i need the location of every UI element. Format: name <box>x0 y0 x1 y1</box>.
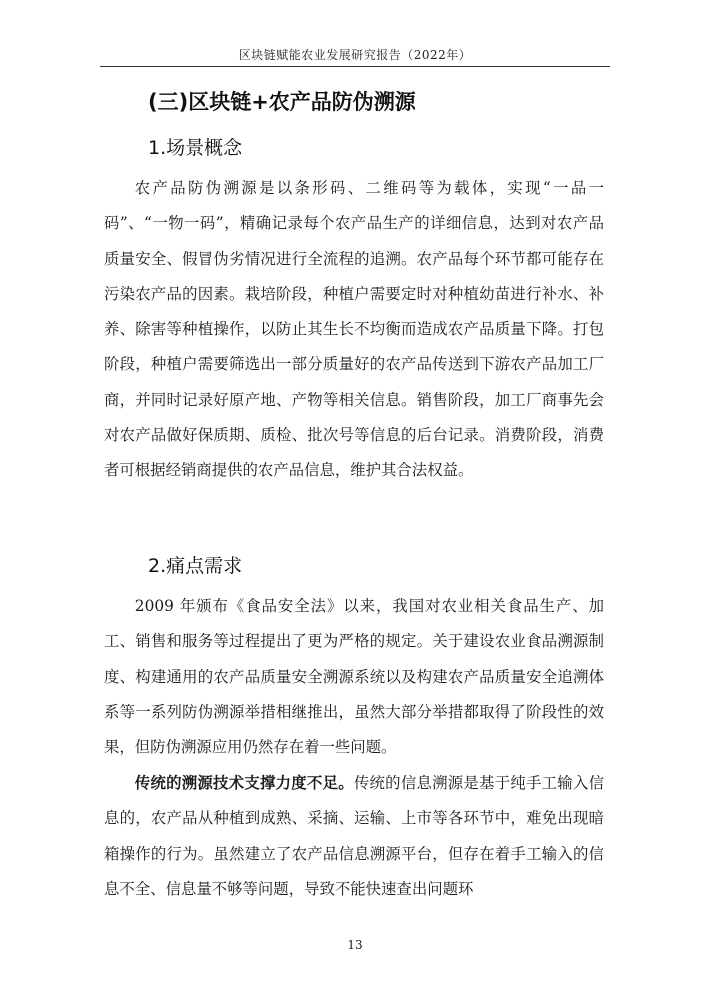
paragraph-food-safety-law: 2009 年颁布《食品安全法》以来，我国对农业相关食品生产、加工、销售和服务等过程提出了更为严格的规定。关于建设农业食品溯源制度、构建通用的农产品质量安全溯源系统以及构建农产品质量安全追溯体系等一系列防伪溯源举措相继推出，虽然大部分举措都取得了阶段性的效果，但防伪溯源应用仍然存在着一些问题。 <box>104 597 604 757</box>
emphasis-lead-text: 传统的溯源技术支撑力度不足。 <box>134 774 354 792</box>
running-header: 区块链赋能农业发展研究报告（2022年） <box>238 48 472 62</box>
section-title: (三)区块链+农产品防伪溯源 <box>148 90 416 114</box>
subsection-title-pain-points: 2.痛点需求 <box>148 555 243 577</box>
subsection-title-scenario-concept: 1.场景概念 <box>148 137 243 159</box>
emphasis-body-text: 传统的信息溯源是基于纯手工输入信息的，农产品从种植到成熟、采摘、运输、上市等各环节中，难免出现暗箱操作的行为。虽然建立了农产品信息溯源平台，但存在着手工输入的信息不全、信息量不够等问题，导致不能快速查出问题环 <box>104 774 604 898</box>
paragraph-scenario-concept: 农产品防伪溯源是以条形码、二维码等为载体，实现“一品一码”、“一物一码”，精确记录每个农产品生产的详细信息，达到对农产品质量安全、假冒伪劣情况进行全流程的追溯。农产品每个环节都可能存在污染农产品的因素。栽培阶段，种植户需要定时对种植幼苗进行补水、补养、除害等种植操作，以防止其生长不均衡而造成农产品质量下降。打包阶段，种植户需要筛选出一部分质量好的农产品传送到下游农产品加工厂商，并同时记录好原产地、产物等相关信息。销售阶段，加工厂商事先会对农产品做好保质期、质检、批次号等信息的后台记录。消费阶段，消费者可根据经销商提供的农产品信息，维护其合法权益。 <box>104 179 604 480</box>
paragraph-traditional-tracing <box>104 766 604 907</box>
header-divider <box>100 66 610 67</box>
page-number: 13 <box>347 938 363 952</box>
